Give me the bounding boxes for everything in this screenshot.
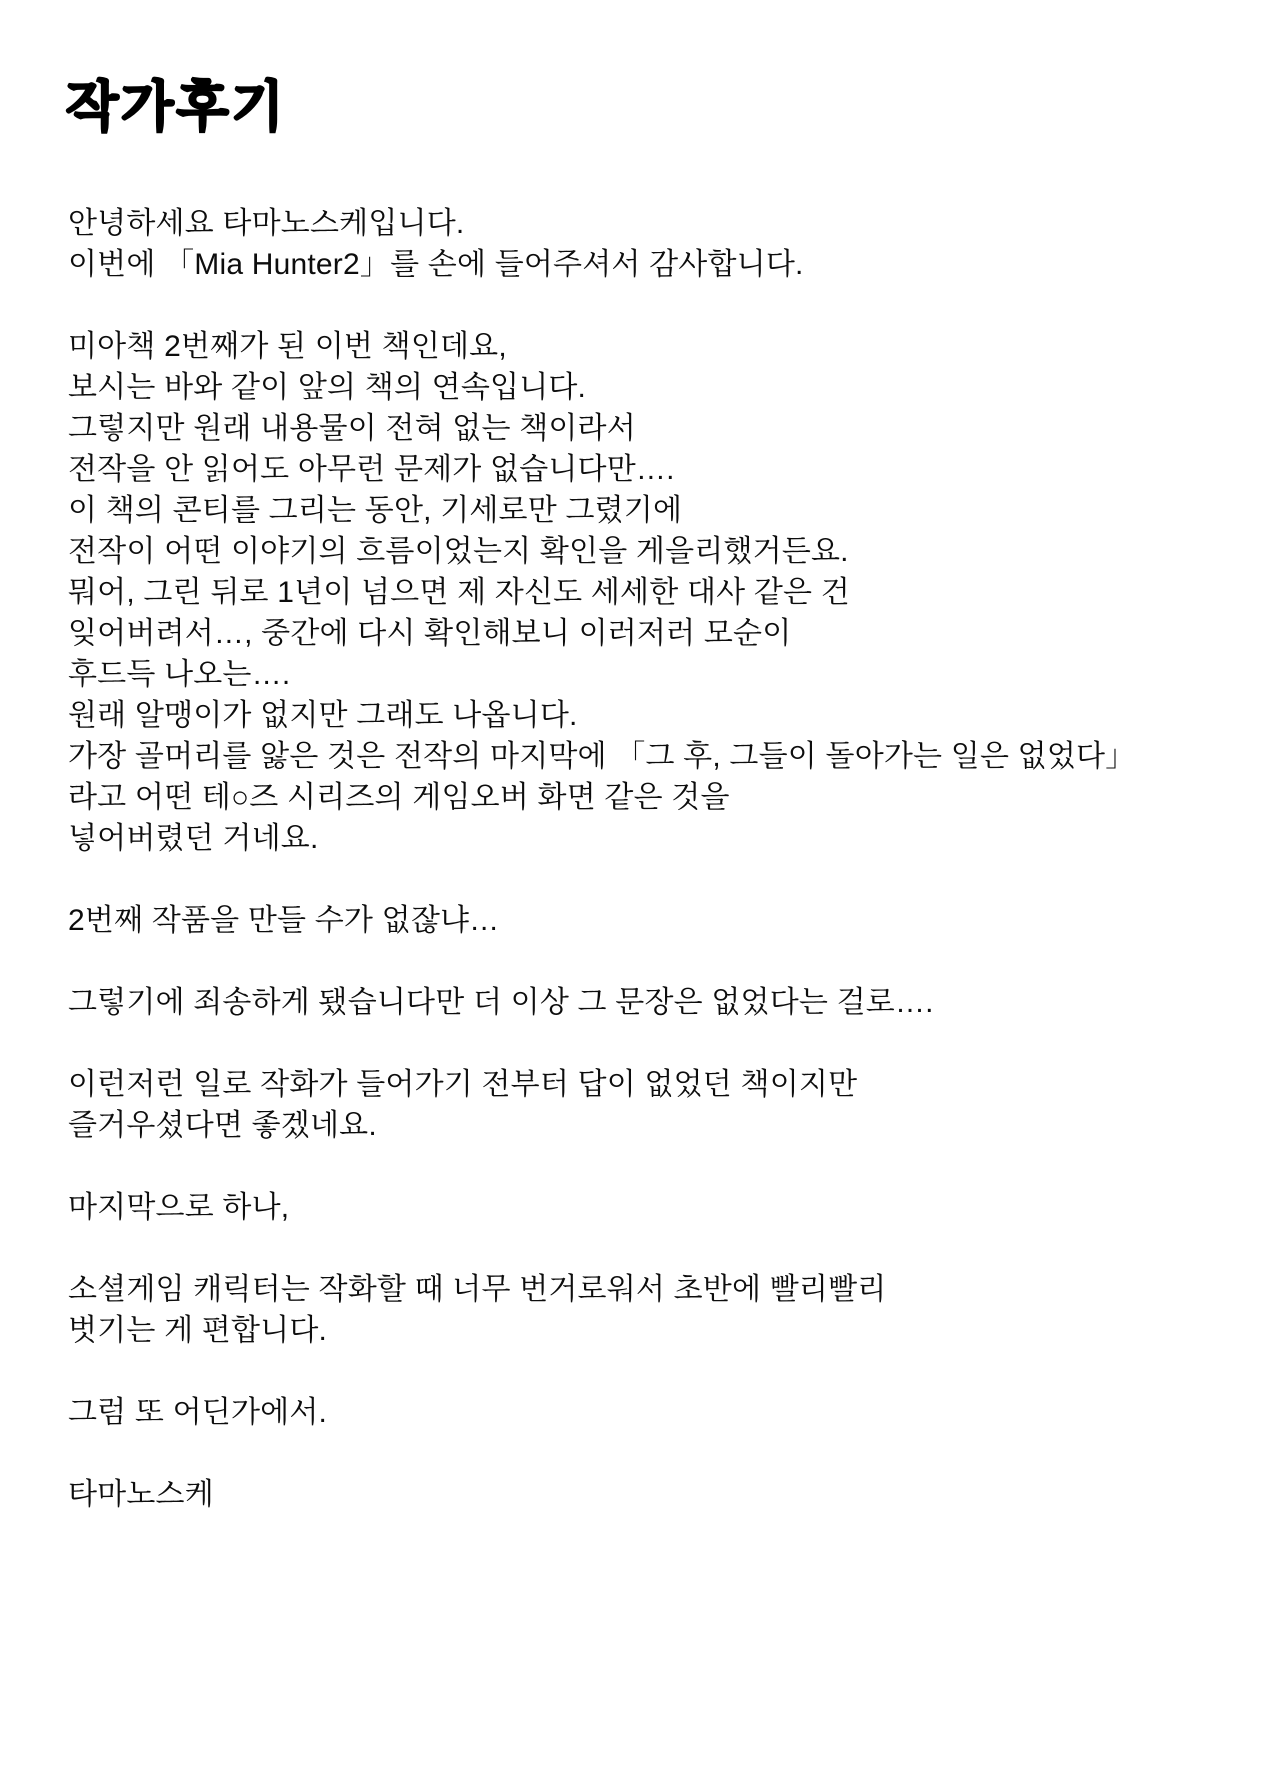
text-line: 넣어버렸던 거네요. — [68, 822, 319, 855]
text-line: 전작이 어떤 이야기의 흐름이었는지 확인을 게을리했거든요. — [68, 535, 849, 568]
text-line: 보시는 바와 같이 앞의 책의 연속입니다. — [68, 371, 587, 404]
greeting-line: 안녕하세요 타마노스케입니다. — [68, 207, 465, 240]
text-line: 이 책의 콘티를 그리는 동안, 기세로만 그렸기에 — [68, 494, 683, 527]
text-line: 미아책 2번째가 된 이번 책인데요, — [68, 330, 507, 363]
text-line: 마지막으로 하나, — [68, 1191, 290, 1224]
blank-line — [68, 1146, 1260, 1187]
blank-line — [68, 1228, 1260, 1269]
text-line: 그렇지만 원래 내용물이 전혀 없는 책이라서 — [68, 412, 636, 445]
text-line: 그렇기에 죄송하게 됐습니다만 더 이상 그 문장은 없었다는 걸로…. — [68, 986, 934, 1019]
author-signature: 타마노스케 — [68, 1478, 214, 1511]
text-line: 후드득 나오는…. — [68, 658, 291, 691]
blank-line — [68, 1351, 1260, 1392]
afterword-title: 작가후기 — [66, 77, 287, 137]
text-line: 이런저런 일로 작화가 들어가기 전부터 답이 없었던 책이지만 — [68, 1068, 858, 1101]
text-line: 전작을 안 읽어도 아무런 문제가 없습니다만…. — [68, 453, 675, 486]
blank-line — [68, 941, 1260, 982]
text-line: 소셜게임 캐릭터는 작화할 때 너무 번거로워서 초반에 빨리빨리 — [68, 1273, 887, 1306]
text-line: 벗기는 게 편합니다. — [68, 1314, 328, 1347]
text-line: 가장 골머리를 앓은 것은 전작의 마지막에 「그 후, 그들이 돌아가는 일은 없었다」 — [68, 740, 1136, 773]
closing-line: 그럼 또 어딘가에서. — [68, 1396, 328, 1429]
text-line: 즐거우셨다면 좋겠네요. — [68, 1109, 377, 1142]
afterword-body — [68, 203, 1260, 1515]
blank-line — [68, 1023, 1260, 1064]
blank-line — [68, 1433, 1260, 1474]
text-line: 라고 어떤 테○즈 시리즈의 게임오버 화면 같은 것을 — [68, 781, 730, 814]
text-line: 2번째 작품을 만들 수가 없잖냐… — [68, 904, 500, 937]
text-line: 뭐어, 그린 뒤로 1년이 넘으면 제 자신도 세세한 대사 같은 건 — [68, 576, 850, 609]
thanks-line: 이번에 「Mia Hunter2」를 손에 들어주셔서 감사합니다. — [68, 248, 804, 281]
text-line: 잊어버려서…, 중간에 다시 확인해보니 이러저러 모순이 — [68, 617, 792, 650]
blank-line — [68, 859, 1260, 900]
text-line: 원래 알맹이가 없지만 그래도 나옵니다. — [68, 699, 578, 732]
blank-line — [68, 285, 1260, 326]
